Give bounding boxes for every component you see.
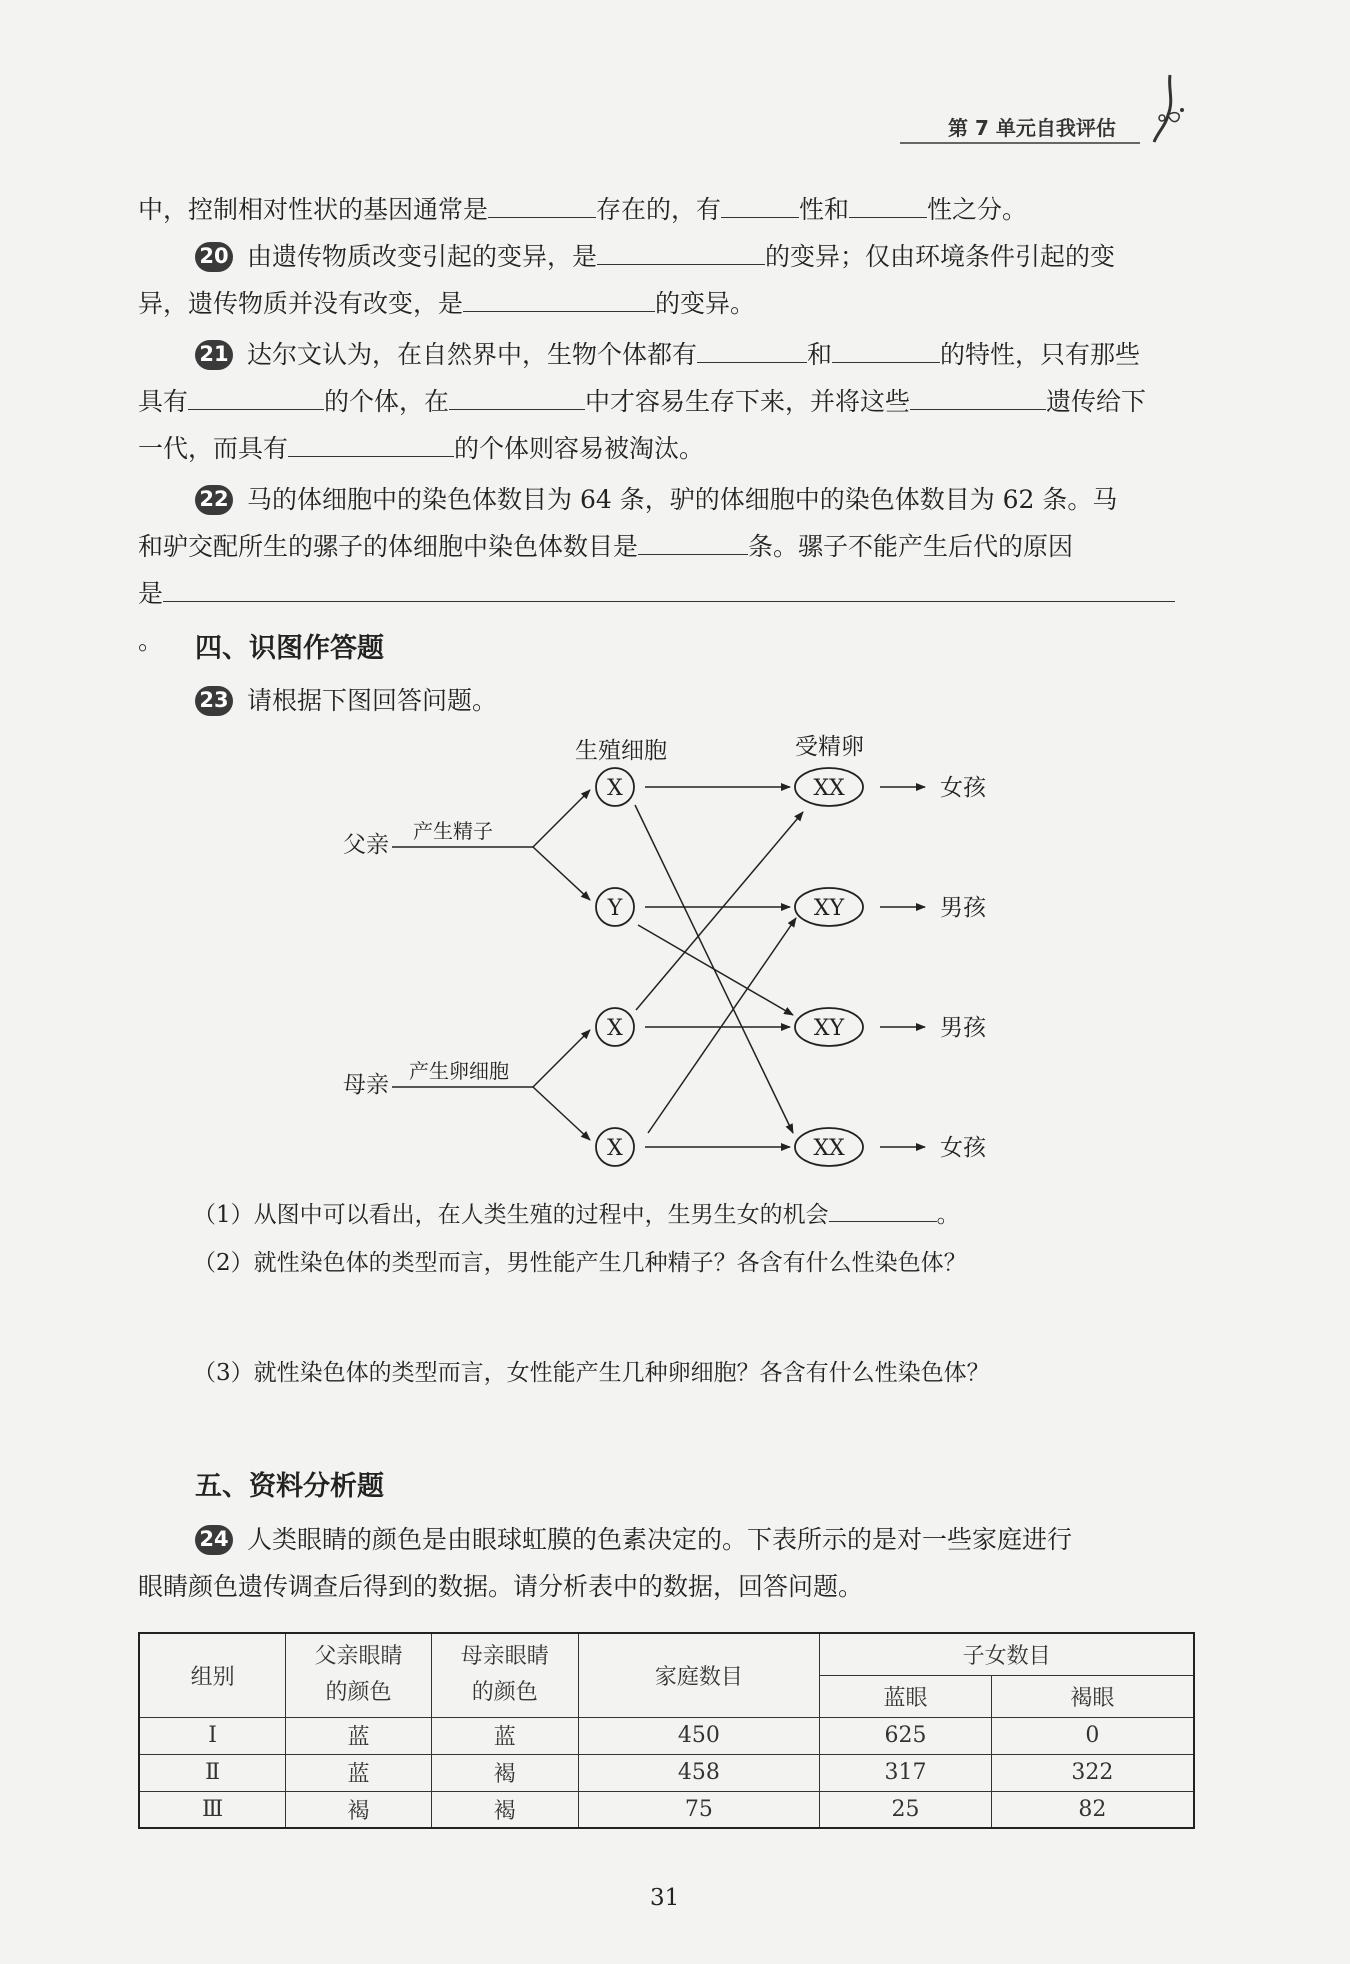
cell-families: 75 xyxy=(578,1791,820,1828)
svg-text:XY: XY xyxy=(813,896,845,921)
header-children: 子女数目 xyxy=(820,1633,1194,1675)
cell-families: 458 xyxy=(578,1754,820,1791)
section-5-heading: 五、资料分析题 xyxy=(195,1471,384,1502)
unit-title: 第 7 单元自我评估 xyxy=(948,116,1116,140)
cell-father: 褐 xyxy=(286,1791,432,1828)
header-father-line-1: 父亲眼睛 xyxy=(314,1644,403,1670)
text: 达尔文认为，在自然界中，生物个体都有 xyxy=(247,340,698,369)
cell-brown: 0 xyxy=(991,1717,1194,1754)
question-24-line-2: 眼睛颜色遗传调查后得到的数据。请分析表中的数据，回答问题。 xyxy=(138,1572,864,1601)
text: 。 xyxy=(138,626,164,655)
text: 马的体细胞中的染色体数目为 64 条，驴的体细胞中的染色体数目为 62 条。马 xyxy=(247,485,1118,514)
svg-text:X: X xyxy=(607,1136,623,1161)
header-group: 组别 xyxy=(139,1633,286,1717)
egg-x-1 xyxy=(596,1008,634,1046)
cell-brown: 322 xyxy=(991,1754,1194,1791)
cell-blue: 317 xyxy=(820,1754,992,1791)
header-mother-line-1: 母亲眼睛 xyxy=(460,1644,549,1670)
zygote-xx-2 xyxy=(795,1128,863,1166)
text: 存在的，有 xyxy=(596,195,722,224)
text: 中才容易生存下来，并将这些 xyxy=(585,387,911,416)
header-father-eye xyxy=(286,1633,432,1717)
text: 由遗传物质改变引起的变异，是 xyxy=(247,242,598,271)
label-father: 父亲 xyxy=(343,832,389,858)
question-number-badge: 23 xyxy=(195,686,233,716)
zygote-xy-2 xyxy=(795,1008,863,1046)
header-father-line-2: 的颜色 xyxy=(325,1680,392,1706)
header-brown-eye: 褐眼 xyxy=(991,1675,1194,1717)
svg-text:X: X xyxy=(607,1016,623,1041)
text: 中，控制相对性状的基因通常是 xyxy=(138,195,489,224)
text: 。 xyxy=(936,1202,960,1228)
cell-mother: 褐 xyxy=(431,1754,578,1791)
table-row xyxy=(139,1754,1194,1791)
cell-group: Ⅰ xyxy=(139,1717,286,1754)
label-mother-action: 产生卵细胞 xyxy=(409,1059,509,1083)
cell-group: Ⅲ xyxy=(139,1791,286,1828)
egg-x-2 xyxy=(596,1128,634,1166)
text: 的变异。 xyxy=(655,289,756,318)
text: 一代，而具有 xyxy=(138,434,289,463)
text: 和 xyxy=(807,340,833,369)
text: 的特性，只有那些 xyxy=(940,340,1141,369)
question-number-badge: 24 xyxy=(195,1525,233,1555)
table-row xyxy=(139,1717,1194,1754)
text: 请根据下图回答问题。 xyxy=(247,686,498,715)
text: 性之分。 xyxy=(927,195,1028,224)
child-girl-1: 女孩 xyxy=(940,775,986,801)
svg-text:XX: XX xyxy=(813,1136,845,1161)
question-number-badge: 20 xyxy=(195,242,233,272)
text: 条。骡子不能产生后代的原因 xyxy=(748,532,1074,561)
label-mother: 母亲 xyxy=(343,1072,389,1098)
text: 的个体则容易被淘汰。 xyxy=(454,434,705,463)
cell-father: 蓝 xyxy=(286,1717,432,1754)
question-number-badge: 21 xyxy=(195,340,233,370)
table-row xyxy=(139,1791,1194,1828)
text: 的个体，在 xyxy=(324,387,450,416)
zygote-xy-1 xyxy=(795,888,863,926)
q23-sub-1 xyxy=(193,1196,960,1229)
cell-father: 蓝 xyxy=(286,1754,432,1791)
q23-sub-3: （3）就性染色体的类型而言，女性能产生几种卵细胞？各含有什么性染色体？ xyxy=(193,1360,990,1386)
text: 具有 xyxy=(138,387,189,416)
text: 人类眼睛的颜色是由眼球虹膜的色素决定的。下表所示的是对一些家庭进行 xyxy=(247,1525,1073,1554)
eye-color-table xyxy=(138,1632,1195,1829)
label-zygote: 受精卵 xyxy=(795,734,864,760)
sperm-y xyxy=(596,888,634,926)
child-girl-2: 女孩 xyxy=(940,1135,986,1161)
svg-text:XY: XY xyxy=(813,1016,845,1041)
section-4-heading: 四、识图作答题 xyxy=(195,633,384,664)
text: （1）从图中可以看出，在人类生殖的过程中，生男生女的机会 xyxy=(193,1202,829,1228)
cell-blue: 25 xyxy=(820,1791,992,1828)
text: 的变异；仅由环境条件引起的变 xyxy=(765,242,1116,271)
zygote-xx-1 xyxy=(795,768,863,806)
header-families: 家庭数目 xyxy=(578,1633,820,1717)
label-gametes: 生殖细胞 xyxy=(575,738,667,764)
text: 异，遗传物质并没有改变，是 xyxy=(138,289,464,318)
page-number: 31 xyxy=(650,1885,680,1911)
question-24 xyxy=(138,1516,1198,1563)
question-number-badge: 22 xyxy=(195,485,233,515)
cell-brown: 82 xyxy=(991,1791,1194,1828)
svg-text:X: X xyxy=(607,776,623,801)
label-father-action: 产生精子 xyxy=(413,819,493,843)
answer-blank[interactable] xyxy=(829,1197,937,1222)
cell-mother: 蓝 xyxy=(431,1717,578,1754)
child-boy-1: 男孩 xyxy=(940,895,986,921)
child-boy-2: 男孩 xyxy=(940,1015,986,1041)
header-mother-line-2: 的颜色 xyxy=(471,1680,538,1706)
q23-sub-2: （2）就性染色体的类型而言，男性能产生几种精子？各含有什么性染色体？ xyxy=(193,1250,967,1276)
svg-text:Y: Y xyxy=(607,896,623,921)
cell-group: Ⅱ xyxy=(139,1754,286,1791)
text: 遗传给下 xyxy=(1046,387,1147,416)
cell-blue: 625 xyxy=(820,1717,992,1754)
sperm-x xyxy=(596,768,634,806)
svg-text:XX: XX xyxy=(813,776,845,801)
header-mother-eye xyxy=(431,1633,578,1717)
header-blue-eye: 蓝眼 xyxy=(820,1675,992,1717)
text: 和驴交配所生的骡子的体细胞中染色体数目是 xyxy=(138,532,639,561)
text: 性和 xyxy=(799,195,850,224)
cell-families: 450 xyxy=(578,1717,820,1754)
text: 是 xyxy=(138,579,164,608)
cell-mother: 褐 xyxy=(431,1791,578,1828)
